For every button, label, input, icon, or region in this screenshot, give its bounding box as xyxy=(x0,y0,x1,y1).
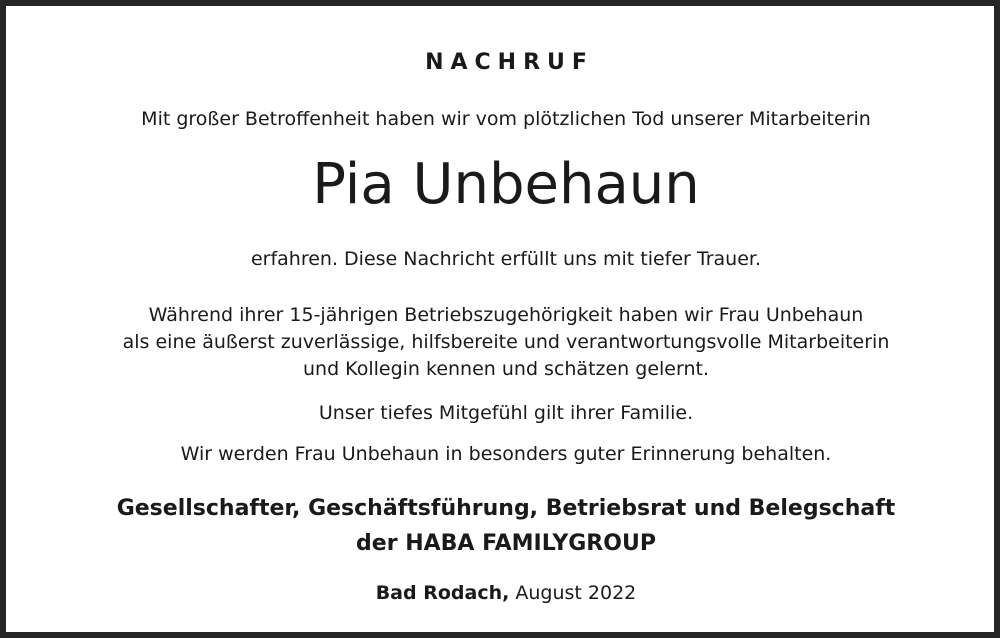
after-name-text: erfahren. Diese Nachricht erfüllt uns mit tiefer Trauer. xyxy=(250,248,762,270)
intro-text: Mit großer Betroffenheit haben wir vom plötzlichen Tod unserer Mitarbeiterin xyxy=(141,108,871,130)
place-name: Bad Rodach, xyxy=(375,582,510,604)
paragraph-line: und Kollegin kennen und schätzen gelernt. xyxy=(303,358,709,380)
signature-line: der HABA FAMILYGROUP xyxy=(356,531,656,556)
place-date xyxy=(6,582,1000,604)
sympathy-text: Unser tiefes Mitgefühl gilt ihrer Familie. xyxy=(318,402,694,424)
paragraph-line: als eine äußerst zuverlässige, hilfsbereite und verantwortungsvolle Mitarbeiterin xyxy=(122,331,890,353)
memory-text: Wir werden Frau Unbehaun in besonders guter Erinnerung behalten. xyxy=(180,443,832,465)
paragraph-line: Während ihrer 15-jährigen Betriebszugehörigkeit haben wir Frau Unbehaun xyxy=(148,304,864,326)
notice-heading: NACHRUF xyxy=(425,50,594,75)
deceased-name: Pia Unbehaun xyxy=(312,152,700,217)
signature-line: Gesellschafter, Geschäftsführung, Betriebsrat und Belegschaft xyxy=(116,496,896,521)
notice-date: August 2022 xyxy=(515,582,637,604)
